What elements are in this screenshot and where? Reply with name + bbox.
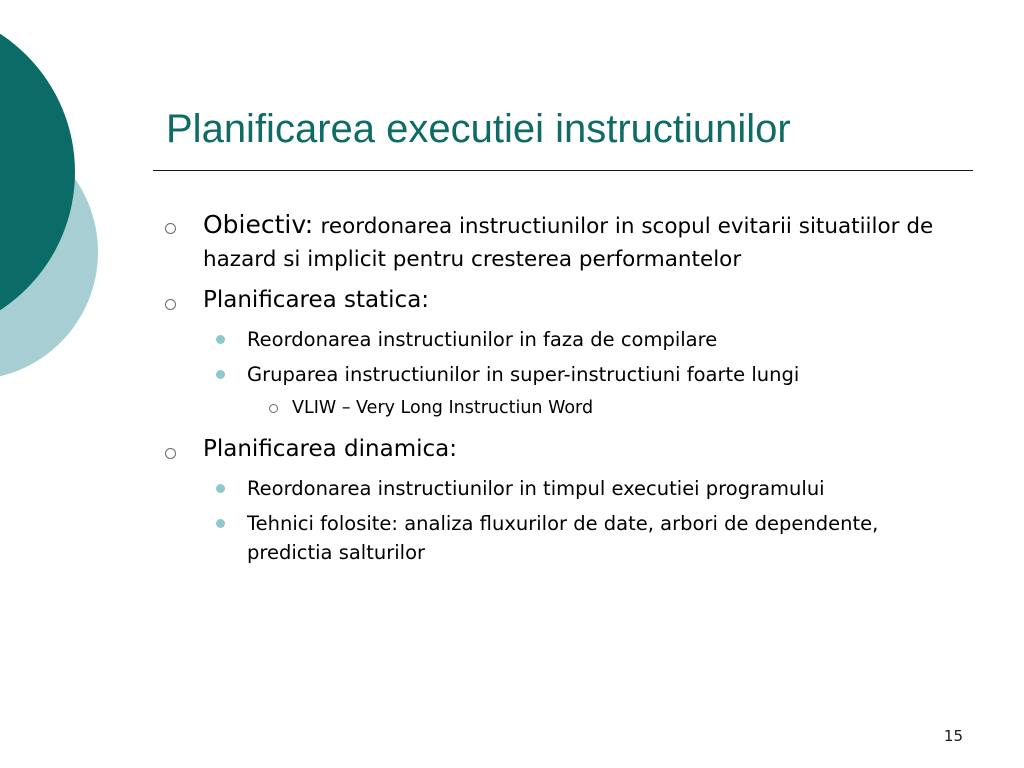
bullet-text: Reordonarea instructiunilor in timpul executiei programului (247, 477, 825, 500)
slide-title: Planificarea executiei instructiunilor (166, 107, 791, 151)
filled-dot-bullet-icon (216, 370, 225, 379)
bullet-text: Planificarea dinamica: (203, 436, 457, 462)
title-divider (153, 170, 973, 171)
bullet-text: Gruparea instructiunilor in super-instructiuni foarte lungi (247, 363, 800, 386)
bullet-dynamic-scheduling (160, 433, 960, 466)
bullet-text: Reordonarea instructiunilor in faza de compilare (247, 328, 718, 351)
sub-bullet-grouping (160, 360, 960, 389)
bullet-static-scheduling (160, 284, 960, 317)
filled-dot-bullet-icon (216, 484, 225, 493)
bullet-text: Planificarea statica: (203, 287, 430, 313)
bullet-text: VLIW – Very Long Instructiun Word (292, 398, 594, 418)
sub-bullet-runtime-reorder (160, 474, 960, 503)
hollow-circle-bullet-icon (269, 404, 278, 413)
hollow-circle-bullet-icon (165, 299, 176, 310)
filled-dot-bullet-icon (216, 519, 225, 528)
slide-number: 15 (943, 727, 963, 745)
filled-dot-bullet-icon (216, 335, 225, 344)
sub-sub-bullet-vliw (160, 395, 960, 421)
hollow-circle-bullet-icon (165, 448, 176, 459)
bullet-objective (160, 208, 960, 276)
sub-bullet-compile-reorder (160, 325, 960, 354)
sub-bullet-techniques (160, 509, 960, 567)
objective-label: Obiectiv: (203, 210, 314, 239)
hollow-circle-bullet-icon (165, 223, 176, 234)
slide-content (160, 208, 960, 573)
decorative-circles (0, 0, 110, 420)
bullet-text: Tehnici folosite: analiza fluxurilor de date, arbori de dependente, predictia salturilor (247, 512, 879, 564)
objective-text: reordonarea instructiunilor in scopul evitarii situatiilor de hazard si implicit pentru cresterea performantelor (203, 214, 934, 272)
